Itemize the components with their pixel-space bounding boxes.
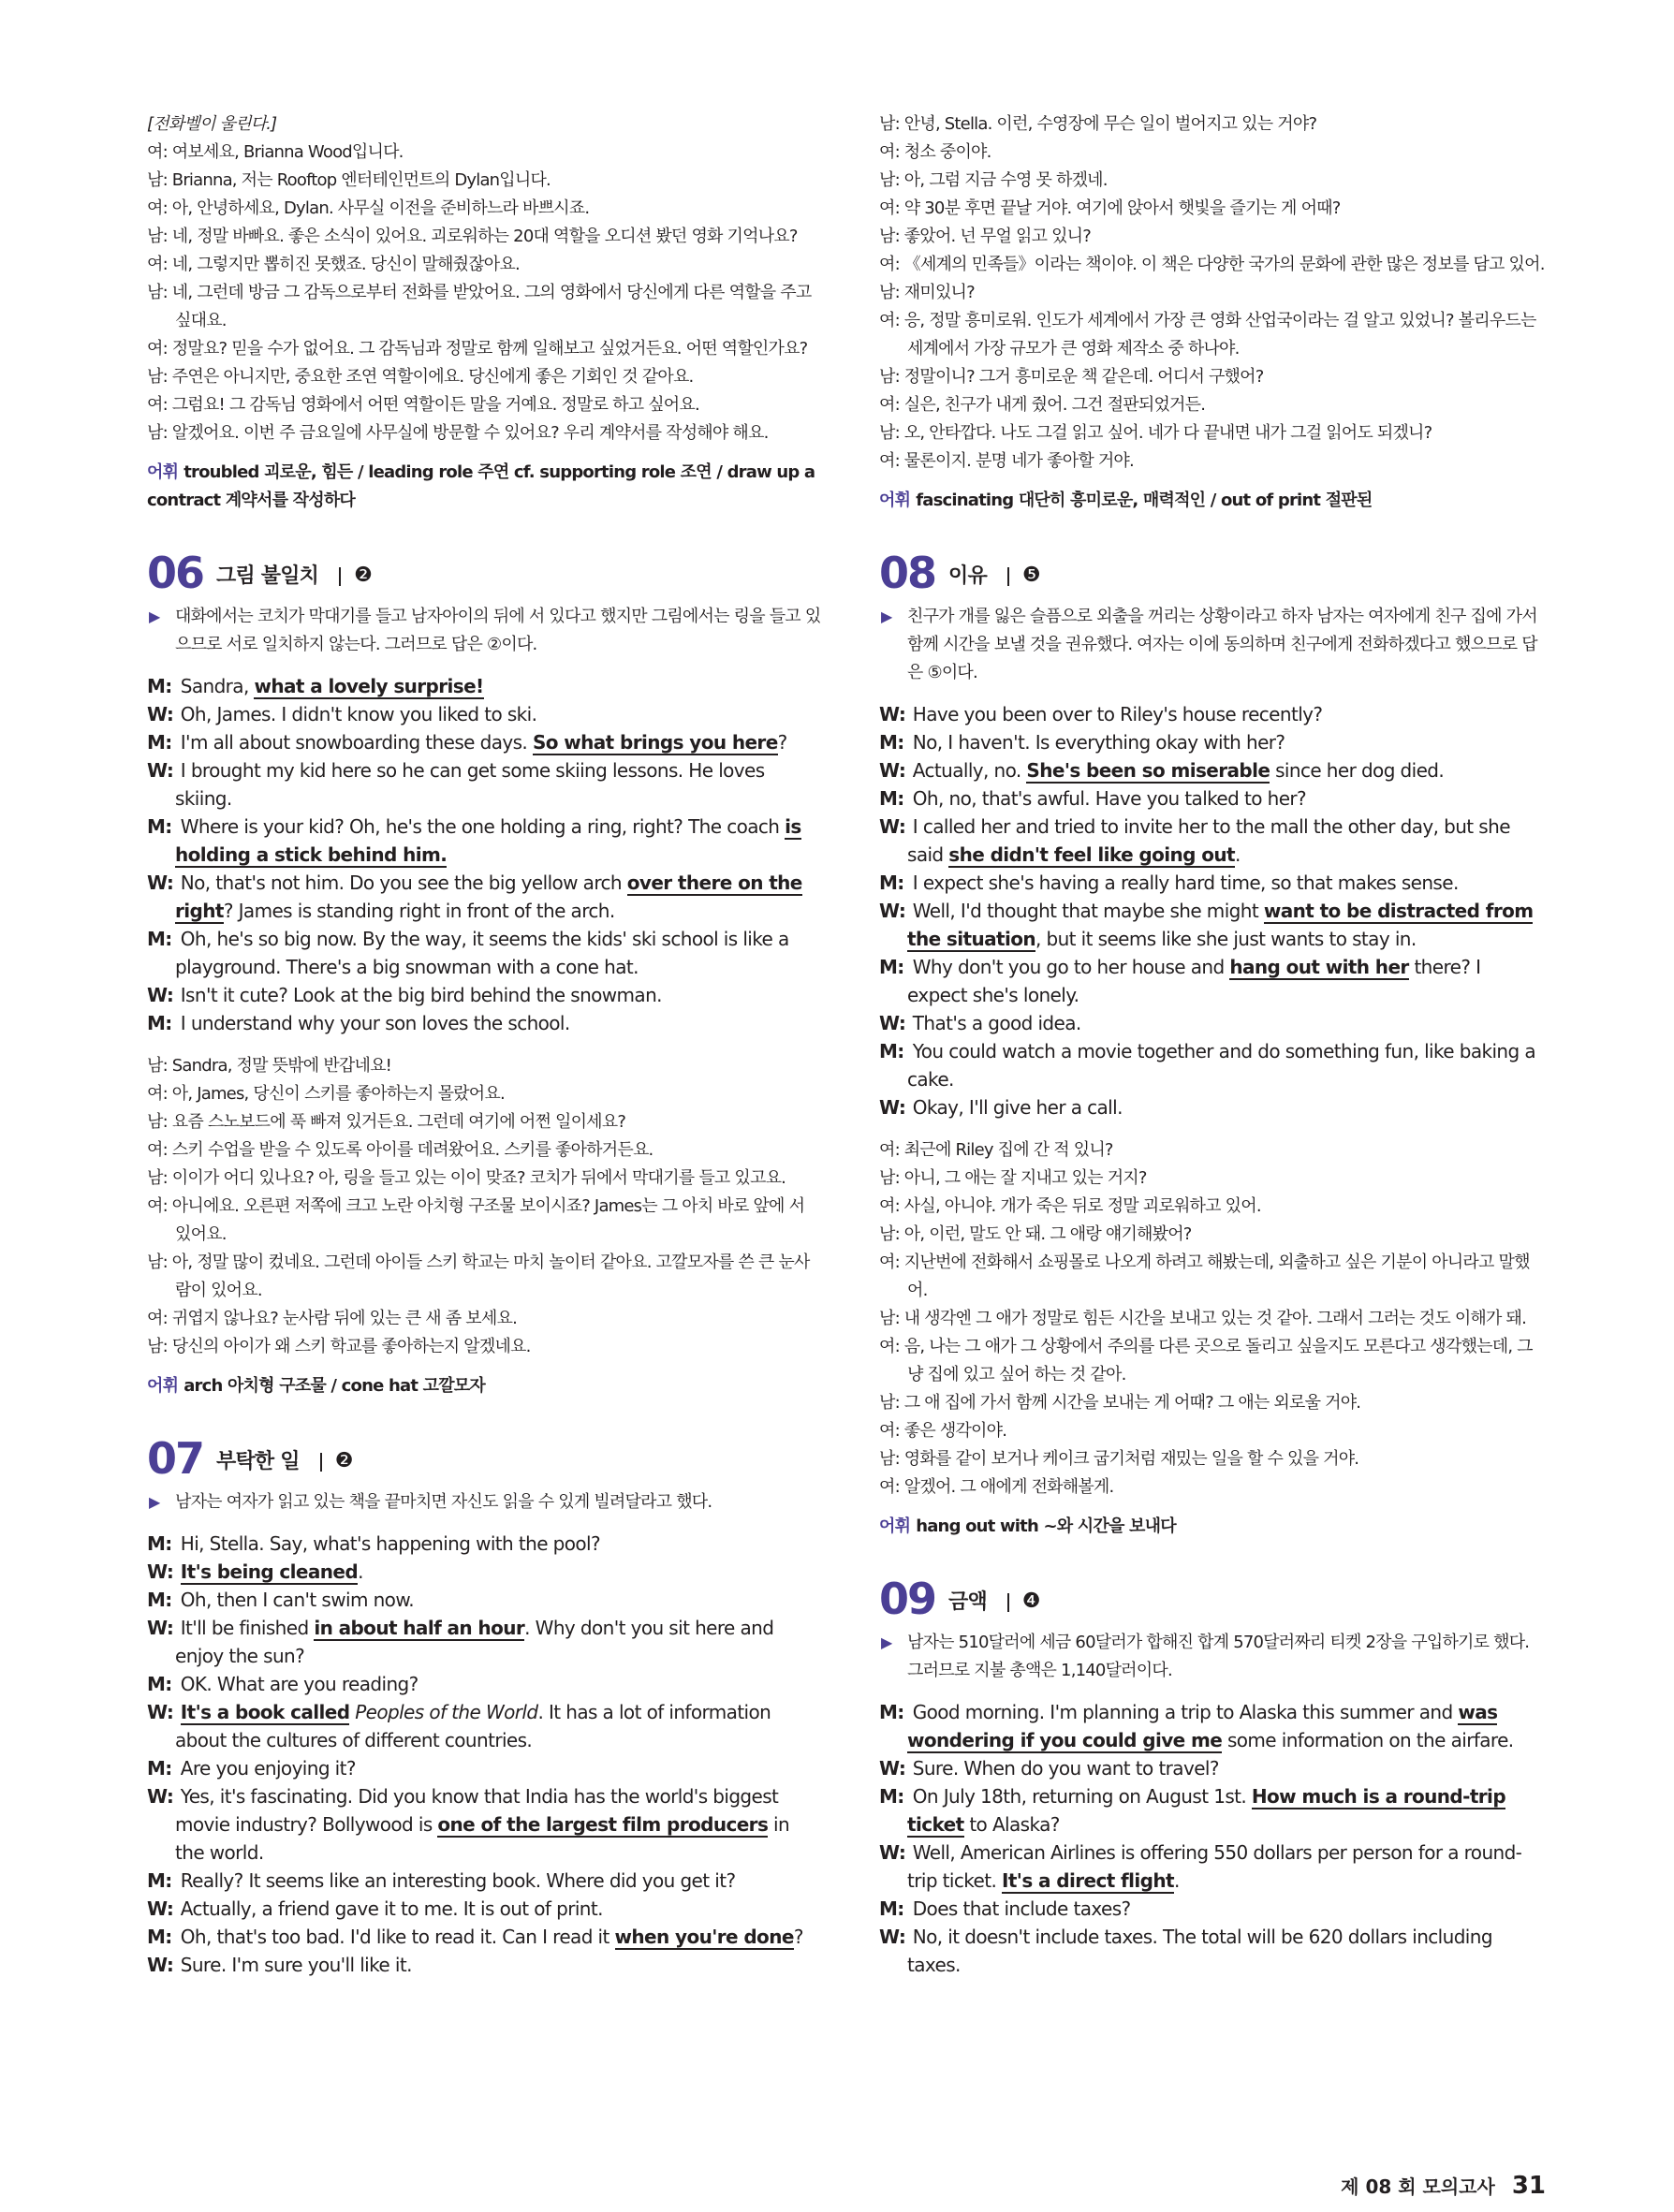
korean-dialog-08 [879,1136,1546,1502]
dialog-line: M: On July 18th, returning on August 1st. How much is a round-trip ticket to Alaska? [879,1785,1506,1836]
dialog-line: W: Have you been over to Riley's house recently? [879,703,1323,725]
section-header [879,1573,1546,1625]
dialog-line: 남: 정말이니? 그거 흥미로운 책 같은데. 어디서 구했어? [879,367,1264,387]
dialog-line: 여: 네, 그렇지만 뽑히진 못했죠. 당신이 말해줬잖아요. [147,255,520,274]
divider [1007,567,1009,586]
dialog-line: 여: 여보세요, Brianna Wood입니다. [147,142,404,162]
dialog-line: M: Good morning. I'm planning a trip to Alaska this summer and was wondering if you could give me some information on the airfare. [879,1701,1514,1751]
dialog-line: 남: 당신의 아이가 왜 스키 학교를 좋아하는지 알겠네요. [147,1337,531,1356]
dialog-line: 남: 아, 이런, 말도 안 돼. 그 애랑 얘기해봤어? [879,1224,1192,1244]
dialog-line: W: Sure. I'm sure you'll like it. [147,1954,412,1976]
dialog-line: M: Oh, he's so big now. By the way, it seems the kids' ski school is like a playground. There's a big snowman with a cone hat. [147,928,789,978]
dialog-line: 여: 스키 수업을 받을 수 있도록 아이를 데려왔어요. 스키를 좋아하거든요. [147,1140,653,1160]
section-header [879,547,1546,599]
vocab-note [879,487,1546,515]
dialog-line: M: I'm all about snowboarding these days. So what brings you here? [147,731,787,754]
dialog-line: 여: 음, 나는 그 애가 그 상황에서 주의를 다른 곳으로 돌리고 싶을지도 모른다고 생각했는데, 그냥 집에 있고 싶어 하는 것 같아. [879,1337,1533,1384]
dialog-line: M: I understand why your son loves the school. [147,1012,570,1034]
dialog-line: W: It'll be finished in about half an hour. Why don't you sit here and enjoy the sun? [147,1617,774,1667]
divider [320,1453,322,1472]
english-dialog [879,1698,1546,1979]
page-footer [1341,2172,1546,2202]
dialog-line: W: Well, I'd thought that maybe she might want to be distracted from the situation, but it seems like she just wants to stay in. [879,900,1534,950]
dialog-line: 남: 아, 그럼 지금 수영 못 하겠네. [879,170,1108,190]
dialog-line: 여: 아, 안녕하세요, Dylan. 사무실 이전을 준비하느라 바쁘시죠. [147,198,590,218]
answer-badge: ❺ [1021,564,1040,587]
english-dialog [147,672,821,1037]
dialog-line: 여: 청소 중이야. [879,142,991,162]
section-09 [879,1573,1546,1979]
dialog-line: M: Hi, Stella. Say, what's happening with the pool? [147,1532,600,1555]
explanation [147,1488,821,1516]
english-dialog [879,700,1546,1121]
dialog-line: 남: 주연은 아니지만, 중요한 조연 역할이에요. 당신에게 좋은 기회인 것 같아요. [147,367,694,387]
dialog-line: W: No, it doesn't include taxes. The total will be 620 dollars including taxes. [879,1926,1492,1976]
dialog-line: 남: Sandra, 정말 뜻밖에 반갑네요! [147,1056,392,1076]
dialog-line: M: You could watch a movie together and do something fun, like baking a cake. [879,1040,1536,1091]
triangle-icon: ▶ [881,608,892,625]
vocab-text: fascinating 대단히 흥미로운, 매력적인 / out of print 절판된 [916,491,1373,510]
dialog-line: 남: 영화를 같이 보거나 케이크 굽기처럼 재밌는 일을 할 수 있을 거야. [879,1449,1359,1469]
dialog-line: 여: 약 30분 후면 끝날 거야. 여기에 앉아서 햇빛을 즐기는 게 어때? [879,198,1341,218]
dialog-line: 남: 아, 정말 많이 컸네요. 그런데 아이들 스키 학교는 마치 놀이터 같아요. 고깔모자를 쓴 큰 눈사람이 있어요. [147,1252,810,1300]
dialog-line: 여: 《세계의 민족들》이라는 책이야. 이 책은 다양한 국가의 문화에 관한 많은 정보를 담고 있어. [879,255,1545,274]
dialog-line: 여: 정말요? 믿을 수가 없어요. 그 감독님과 정말로 함께 일해보고 싶었거든요. 어떤 역할인가요? [147,339,808,359]
divider [1007,1593,1009,1612]
section-title: 이유 [948,564,987,588]
dialog-line: M: No, I haven't. Is everything okay with her? [879,731,1285,754]
dialog-line: M: Really? It seems like an interesting book. Where did you get it? [147,1869,736,1892]
korean-dialog-05 [147,139,821,447]
triangle-icon: ▶ [149,608,160,625]
dialog-line: 남: 내 생각엔 그 애가 정말로 힘든 시간을 보내고 있는 것 같아. 그래서 그러는 것도 이해가 돼. [879,1309,1527,1328]
dialog-line: 남: 네, 그런데 방금 그 감독으로부터 전화를 받았어요. 그의 영화에서 당신에게 다른 역할을 주고 싶대요. [147,283,812,330]
page-number: 31 [1511,2172,1546,2200]
vocab-tag: 어휘 [879,1516,911,1536]
dialog-line: 여: 실은, 친구가 내게 줬어. 그건 절판되었거든. [879,395,1206,415]
explanation [147,603,821,659]
dialog-line: W: I called her and tried to invite her to the mall the other day, but she said she didn't feel like going out. [879,815,1510,866]
dialog-line: 남: 이이가 어디 있나요? 아, 링을 들고 있는 이이 맞죠? 코치가 뒤에서 막대기를 들고 있고요. [147,1168,786,1188]
dialog-line: M: OK. What are you reading? [147,1673,418,1695]
section-title: 부탁한 일 [216,1450,300,1473]
dialog-line: M: Why don't you go to her house and hang out with her there? I expect she's lonely. [879,956,1481,1006]
dialog-line: W: It's being cleaned. [147,1560,363,1583]
section-08 [879,547,1546,1541]
dialog-line: M: Oh, no, that's awful. Have you talked to her? [879,787,1307,810]
dialog-line: 여: 아, James, 당신이 스키를 좋아하는지 몰랐어요. [147,1084,505,1104]
dialog-line: 여: 응, 정말 흥미로워. 인도가 세계에서 가장 큰 영화 산업국이라는 걸 알고 있었니? 볼리우드는 세계에서 가장 규모가 큰 영화 제작소 중 하나야. [879,311,1536,359]
explanation-text: 친구가 개를 잃은 슬픔으로 외출을 꺼리는 상황이라고 하자 남자는 여자에게 친구 집에 가서 함께 시간을 보낼 것을 권유했다. 여자는 이에 동의하며 친구에게 전화하겠다고 했으므로 답은 ⑤이다. [907,607,1537,682]
dialog-line: 남: 좋았어. 넌 무얼 읽고 있니? [879,227,1092,246]
dialog-line: M: I expect she's having a really hard time, so that makes sense. [879,872,1459,894]
dialog-line: M: Oh, that's too bad. I'd like to read it. Can I read it when you're done? [147,1926,803,1948]
dialog-line: 남: 알겠어요. 이번 주 금요일에 사무실에 방문할 수 있어요? 우리 계약서를 작성해야 해요. [147,423,769,443]
dialog-line: W: Isn't it cute? Look at the big bird behind the snowman. [147,984,662,1006]
exam-title: 제 08 회 모의고사 [1341,2175,1495,2198]
dialog-line: 남: 오, 안타깝다. 나도 그걸 읽고 싶어. 네가 다 끝내면 내가 그걸 읽어도 되겠니? [879,423,1432,443]
dialog-line: W: No, that's not him. Do you see the big yellow arch over there on the right? James is standing right in front of the arch. [147,872,802,922]
vocab-text: arch 아치형 구조물 / cone hat 고깔모자 [184,1376,485,1396]
dialog-line: M: Are you enjoying it? [147,1757,356,1780]
vocab-note [147,459,821,515]
dialog-line: 여: 사실, 아니야. 개가 죽은 뒤로 정말 괴로워하고 있어. [879,1196,1261,1216]
dialog-line: 남: 아니, 그 애는 잘 지내고 있는 거지? [879,1168,1147,1188]
dialog-line: W: Okay, I'll give her a call. [879,1096,1123,1119]
dialog-line: 여: 좋은 생각이야. [879,1421,1007,1441]
dialog-line: 남: Brianna, 저는 Rooftop 엔터테인먼트의 Dylan입니다. [147,170,551,190]
explanation [879,603,1546,687]
vocab-note [879,1513,1546,1541]
right-column [879,110,1546,1979]
section-number: 07 [147,1433,204,1484]
dialog-line: 여: 아니에요. 오른편 저쪽에 크고 노란 아치형 구조물 보이시죠? James는 그 아치 바로 앞에 서 있어요. [147,1196,805,1244]
explanation [879,1629,1546,1685]
dialog-line: 남: 요즘 스노보드에 푹 빠져 있거든요. 그런데 여기에 어쩐 일이세요? [147,1112,626,1132]
korean-dialog-07 [879,110,1546,476]
section-title: 그림 불일치 [216,564,319,588]
dialog-line: 여: 물론이지. 분명 네가 좋아할 거야. [879,451,1134,471]
dialog-line: W: Actually, a friend gave it to me. It is out of print. [147,1897,603,1920]
explanation-text: 남자는 여자가 읽고 있는 책을 끝마치면 자신도 읽을 수 있게 빌려달라고 했다. [175,1492,712,1512]
dialog-line: 남: 네, 정말 바빠요. 좋은 소식이 있어요. 괴로워하는 20대 역할을 오디션 봤던 영화 기억나요? [147,227,798,246]
dialog-line: W: That's a good idea. [879,1012,1081,1034]
section-number: 09 [879,1574,936,1624]
triangle-icon: ▶ [881,1633,892,1651]
section-number: 08 [879,548,936,598]
dialog-line: W: It's a book called Peoples of the World. It has a lot of information about the cultures of different countries. [147,1701,771,1751]
vocab-text: troubled 괴로운, 힘든 / leading role 주연 cf. supporting role 조연 / draw up a contract 계약서를 작성하다 [147,462,815,510]
dialog-line: W: I brought my kid here so he can get some skiing lessons. He loves skiing. [147,759,765,810]
vocab-tag: 어휘 [879,491,911,510]
dialog-line: M: Does that include taxes? [879,1897,1131,1920]
explanation-text: 남자는 510달러에 세금 60달러가 합해진 합계 570달러짜리 티켓 2장을 구입하기로 했다. 그러므로 지불 총액은 1,140달러이다. [907,1633,1530,1680]
dialog-line: M: Sandra, what a lovely surprise! [147,675,484,697]
korean-dialog-06 [147,1052,821,1361]
dialog-line: 여: 지난번에 전화해서 쇼핑몰로 나오게 하려고 해봤는데, 외출하고 싶은 기분이 아니라고 말했어. [879,1252,1530,1300]
vocab-note [147,1372,821,1400]
dialog-line: 여: 그럼요! 그 감독님 영화에서 어떤 역할이든 말을 거예요. 정말로 하고 싶어요. [147,395,699,415]
section-number: 06 [147,548,204,598]
divider [339,567,341,586]
dialog-line: W: Actually, no. She's been so miserable since her dog died. [879,759,1445,782]
english-dialog [147,1530,821,1979]
answer-badge: ❹ [1021,1589,1040,1613]
dialog-line: 남: 그 애 집에 가서 함께 시간을 보내는 게 어때? 그 애는 외로울 거야. [879,1393,1361,1413]
vocab-tag: 어휘 [147,1376,179,1396]
answer-badge: ❷ [334,1449,353,1472]
section-06 [147,547,821,1400]
triangle-icon: ▶ [149,1493,160,1511]
section-07 [147,1432,821,1979]
dialog-line: W: Yes, it's fascinating. Did you know that India has the world's biggest movie industry? Bollywood is one of the largest film producers in the world. [147,1785,790,1864]
answer-badge: ❷ [354,564,373,587]
dialog-line: W: Oh, James. I didn't know you liked to ski. [147,703,537,725]
vocab-text: hang out with ~와 시간을 보내다 [916,1516,1176,1536]
vocab-tag: 어휘 [147,462,179,482]
dialog-line: W: Sure. When do you want to travel? [879,1757,1219,1780]
dialog-line: 여: 최근에 Riley 집에 간 적 있니? [879,1140,1113,1160]
dialog-line: M: Oh, then I can't swim now. [147,1589,414,1611]
left-column [147,110,821,1979]
stage-direction: [전화벨이 울린다.] [147,114,277,134]
explanation-text: 대화에서는 코치가 막대기를 들고 남자아이의 뒤에 서 있다고 했지만 그림에서는 링을 들고 있으므로 서로 일치하지 않는다. 그러므로 답은 ②이다. [175,607,821,654]
dialog-line: 남: 안녕, Stella. 이런, 수영장에 무슨 일이 벌어지고 있는 거야? [879,114,1317,134]
dialog-line: 여: 알겠어. 그 애에게 전화해볼게. [879,1477,1114,1497]
dialog-line: 남: 재미있니? [879,283,975,302]
dialog-line: 여: 귀엽지 않나요? 눈사람 뒤에 있는 큰 새 좀 보세요. [147,1309,517,1328]
dialog-line: W: Well, American Airlines is offering 550 dollars per person for a round-trip ticket. It's a direct flight. [879,1841,1522,1892]
dialog-line: M: Where is your kid? Oh, he's the one holding a ring, right? The coach is holding a stick behind him. [147,815,801,866]
section-title: 금액 [948,1590,987,1614]
section-header [147,1432,821,1485]
section-header [147,547,821,599]
